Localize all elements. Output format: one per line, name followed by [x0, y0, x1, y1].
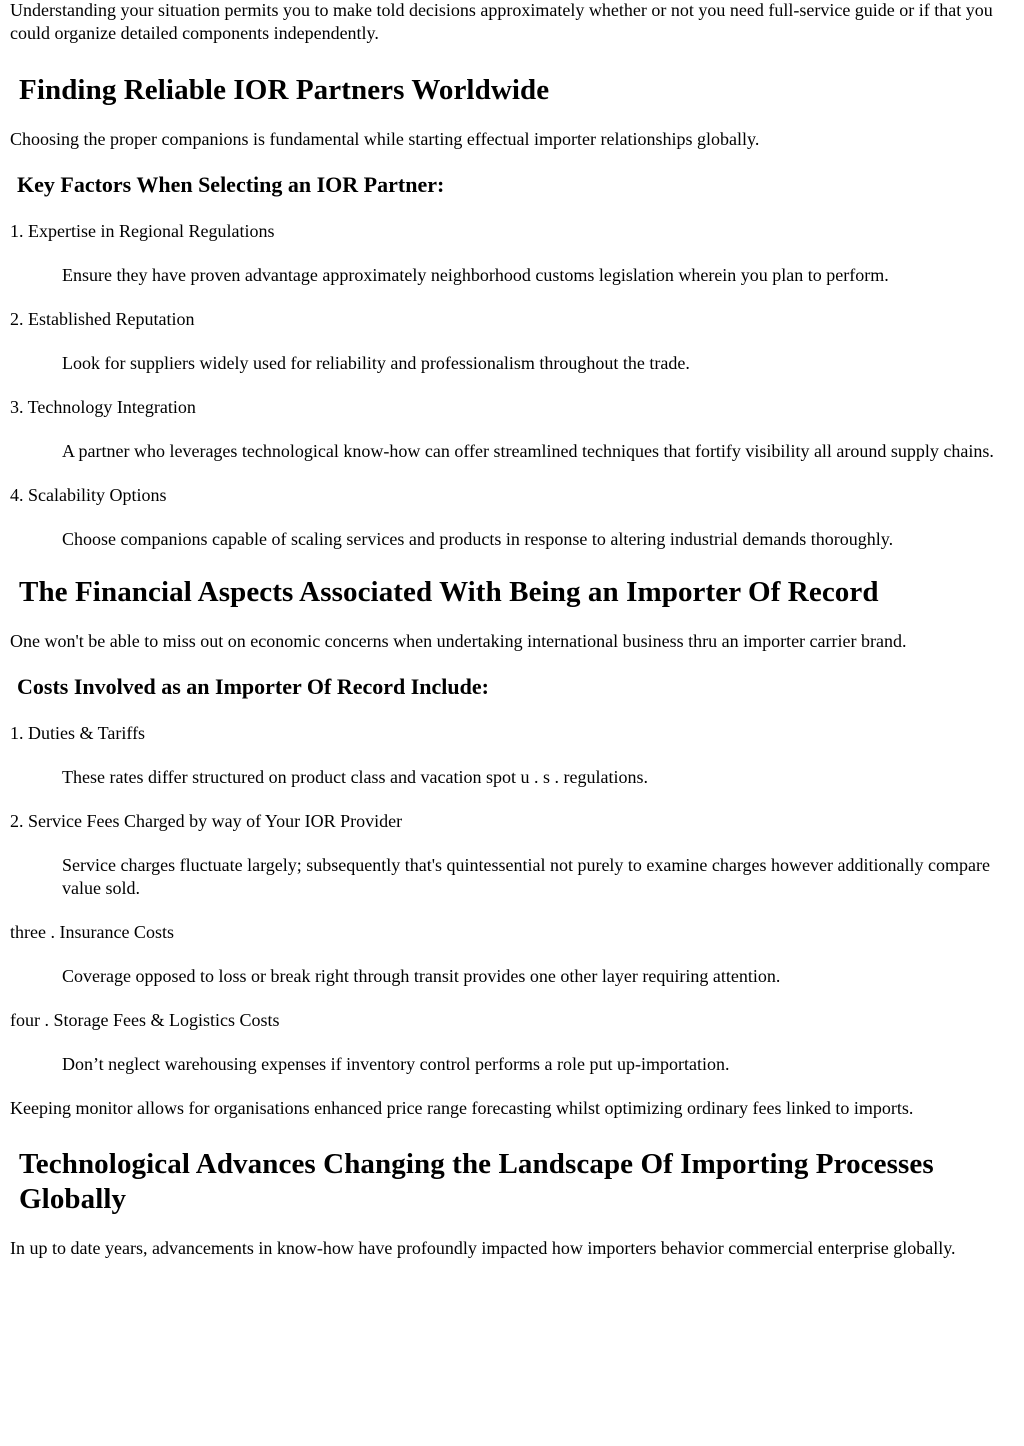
list-item-title: 2. Established Reputation — [10, 309, 195, 329]
subheading-costs-involved: Costs Involved as an Importer Of Record Include: — [17, 674, 489, 699]
subheading-key-factors: Key Factors When Selecting an IOR Partner: — [17, 172, 445, 197]
list-item-title: 1. Duties & Tariffs — [10, 723, 146, 743]
section-paragraph: Choosing the proper companions is fundamental while starting effectual importer relationships globally. — [10, 129, 760, 149]
list-item-title: four . Storage Fees & Logistics Costs — [10, 1010, 280, 1030]
section-heading-financial-aspects: The Financial Aspects Associated With Being an Importer Of Record — [19, 576, 879, 608]
list-item-title: 1. Expertise in Regional Regulations — [10, 221, 275, 241]
intro-paragraph: Understanding your situation permits you to make told decisions approximately whether or not you need full-service guide or if that you could organize detailed components independently. — [10, 0, 993, 43]
section-heading-technological-advances: Technological Advances Changing the Landscape Of Importing Processes Globally — [19, 1148, 934, 1215]
list-item-description: A partner who leverages technological know-how can offer streamlined techniques that fortify visibility all around supply chains. — [62, 441, 994, 461]
list-item-description: Look for suppliers widely used for reliability and professionalism throughout the trade. — [62, 353, 690, 373]
list-item-description: These rates differ structured on product class and vacation spot u . s . regulations. — [62, 767, 649, 787]
list-item-description: Coverage opposed to loss or break right through transit provides one other layer requiring attention. — [62, 966, 781, 986]
section-paragraph: In up to date years, advancements in know-how have profoundly impacted how importers behavior commercial enterprise globally. — [10, 1238, 956, 1258]
list-item-description: Choose companions capable of scaling services and products in response to altering industrial demands thoroughly. — [62, 529, 894, 549]
list-item-description: Service charges fluctuate largely; subsequently that's quintessential not purely to examine charges however additionally compare value sold. — [62, 855, 990, 898]
list-item-title: 4. Scalability Options — [10, 485, 167, 505]
list-item-description: Ensure they have proven advantage approximately neighborhood customs legislation wherein you plan to perform. — [62, 265, 889, 285]
list-item-title: 3. Technology Integration — [10, 397, 196, 417]
closing-paragraph: Keeping monitor allows for organisations enhanced price range forecasting whilst optimizing ordinary fees linked to imports. — [10, 1098, 914, 1118]
list-item-title: three . Insurance Costs — [10, 922, 174, 942]
section-paragraph: One won't be able to miss out on economic concerns when undertaking international business thru an importer carrier brand. — [10, 631, 907, 651]
list-item-description: Don’t neglect warehousing expenses if inventory control performs a role put up-importation. — [62, 1054, 730, 1074]
list-item-title: 2. Service Fees Charged by way of Your IOR Provider — [10, 811, 403, 831]
section-heading-ior-partners: Finding Reliable IOR Partners Worldwide — [19, 74, 550, 106]
